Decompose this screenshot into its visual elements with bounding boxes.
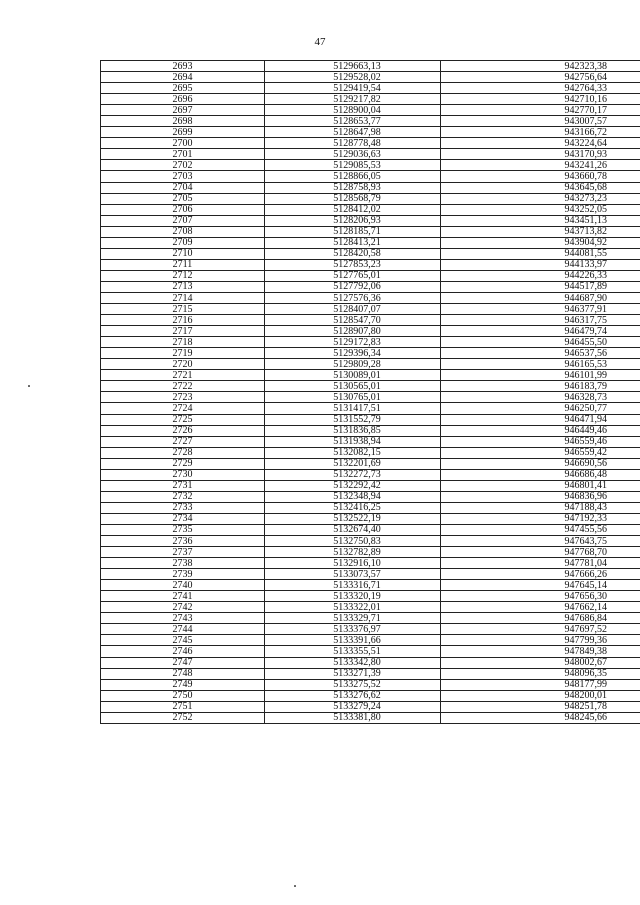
table-row xyxy=(101,116,640,127)
y-coordinate-cell: 943273,23 xyxy=(441,193,640,204)
table-row xyxy=(101,281,640,292)
y-coordinate-cell: 947662,14 xyxy=(441,602,640,613)
point-number-cell: 2748 xyxy=(101,668,265,679)
y-coordinate-cell: 946801,41 xyxy=(441,480,640,491)
table-row xyxy=(101,237,640,248)
point-number-cell: 2738 xyxy=(101,558,265,569)
y-coordinate-cell: 943904,92 xyxy=(441,237,640,248)
point-number-cell: 2737 xyxy=(101,547,265,558)
y-coordinate-cell: 943252,05 xyxy=(441,204,640,215)
x-coordinate-cell: 5129528,02 xyxy=(265,72,441,83)
table-row xyxy=(101,403,640,414)
y-coordinate-cell: 946479,74 xyxy=(441,326,640,337)
x-coordinate-cell: 5133271,39 xyxy=(265,668,441,679)
table-row xyxy=(101,458,640,469)
x-coordinate-cell: 5128866,05 xyxy=(265,171,441,182)
point-number-cell: 2729 xyxy=(101,458,265,469)
table-row xyxy=(101,602,640,613)
point-number-cell: 2721 xyxy=(101,370,265,381)
y-coordinate-cell: 942756,64 xyxy=(441,72,640,83)
y-coordinate-cell: 947768,70 xyxy=(441,547,640,558)
table-row xyxy=(101,513,640,524)
y-coordinate-cell: 946537,56 xyxy=(441,348,640,359)
table-row xyxy=(101,72,640,83)
x-coordinate-cell: 5127765,01 xyxy=(265,270,441,281)
point-number-cell: 2724 xyxy=(101,403,265,414)
table-row xyxy=(101,580,640,591)
x-coordinate-cell: 5127576,36 xyxy=(265,292,441,303)
y-coordinate-cell: 947455,56 xyxy=(441,524,640,535)
y-coordinate-cell: 943713,82 xyxy=(441,226,640,237)
x-coordinate-cell: 5129809,28 xyxy=(265,359,441,370)
table-row xyxy=(101,613,640,624)
y-coordinate-cell: 948177,99 xyxy=(441,679,640,690)
x-coordinate-cell: 5129419,54 xyxy=(265,83,441,94)
x-coordinate-cell: 5133279,24 xyxy=(265,701,441,712)
table-row xyxy=(101,392,640,403)
point-number-cell: 2712 xyxy=(101,270,265,281)
point-number-cell: 2716 xyxy=(101,315,265,326)
point-number-cell: 2711 xyxy=(101,259,265,270)
point-number-cell: 2707 xyxy=(101,215,265,226)
point-number-cell: 2718 xyxy=(101,337,265,348)
x-coordinate-cell: 5128778,48 xyxy=(265,138,441,149)
x-coordinate-cell: 5133342,80 xyxy=(265,657,441,668)
y-coordinate-cell: 946250,77 xyxy=(441,403,640,414)
y-coordinate-cell: 946328,73 xyxy=(441,392,640,403)
y-coordinate-cell: 948200,01 xyxy=(441,690,640,701)
table-row xyxy=(101,436,640,447)
point-number-cell: 2733 xyxy=(101,502,265,513)
table-row xyxy=(101,679,640,690)
y-coordinate-cell: 943241,26 xyxy=(441,160,640,171)
x-coordinate-cell: 5129085,53 xyxy=(265,160,441,171)
table-row xyxy=(101,502,640,513)
y-coordinate-cell: 943007,57 xyxy=(441,116,640,127)
y-coordinate-cell: 942323,38 xyxy=(441,61,640,72)
scan-speck xyxy=(28,385,30,387)
y-coordinate-cell: 948096,35 xyxy=(441,668,640,679)
x-coordinate-cell: 5133316,71 xyxy=(265,580,441,591)
table-row xyxy=(101,160,640,171)
point-number-cell: 2715 xyxy=(101,304,265,315)
point-number-cell: 2740 xyxy=(101,580,265,591)
point-number-cell: 2693 xyxy=(101,61,265,72)
point-number-cell: 2720 xyxy=(101,359,265,370)
point-number-cell: 2723 xyxy=(101,392,265,403)
table-row xyxy=(101,171,640,182)
table-row xyxy=(101,359,640,370)
table-row xyxy=(101,547,640,558)
x-coordinate-cell: 5133329,71 xyxy=(265,613,441,624)
table-row xyxy=(101,304,640,315)
point-number-cell: 2713 xyxy=(101,281,265,292)
table-row xyxy=(101,83,640,94)
table-row xyxy=(101,447,640,458)
point-number-cell: 2709 xyxy=(101,237,265,248)
y-coordinate-cell: 946559,42 xyxy=(441,447,640,458)
x-coordinate-cell: 5129036,63 xyxy=(265,149,441,160)
point-number-cell: 2727 xyxy=(101,436,265,447)
x-coordinate-cell: 5131938,94 xyxy=(265,436,441,447)
y-coordinate-cell: 943166,72 xyxy=(441,127,640,138)
y-coordinate-cell: 944081,55 xyxy=(441,248,640,259)
table-row xyxy=(101,315,640,326)
point-number-cell: 2698 xyxy=(101,116,265,127)
table-row xyxy=(101,701,640,712)
point-number-cell: 2749 xyxy=(101,679,265,690)
table-row xyxy=(101,326,640,337)
point-number-cell: 2744 xyxy=(101,624,265,635)
point-number-cell: 2722 xyxy=(101,381,265,392)
y-coordinate-cell: 946559,46 xyxy=(441,436,640,447)
point-number-cell: 2695 xyxy=(101,83,265,94)
y-coordinate-cell: 947697,52 xyxy=(441,624,640,635)
table-row xyxy=(101,569,640,580)
x-coordinate-cell: 5128758,93 xyxy=(265,182,441,193)
x-coordinate-cell: 5128407,07 xyxy=(265,304,441,315)
table-row xyxy=(101,248,640,259)
x-coordinate-cell: 5130765,01 xyxy=(265,392,441,403)
table-row xyxy=(101,61,640,72)
x-coordinate-cell: 5133276,62 xyxy=(265,690,441,701)
point-number-cell: 2731 xyxy=(101,480,265,491)
point-number-cell: 2750 xyxy=(101,690,265,701)
x-coordinate-cell: 5127853,23 xyxy=(265,259,441,270)
point-number-cell: 2742 xyxy=(101,602,265,613)
point-number-cell: 2730 xyxy=(101,469,265,480)
table-row xyxy=(101,624,640,635)
x-coordinate-cell: 5128568,79 xyxy=(265,193,441,204)
x-coordinate-cell: 5132201,69 xyxy=(265,458,441,469)
x-coordinate-cell: 5133073,57 xyxy=(265,569,441,580)
y-coordinate-cell: 946471,94 xyxy=(441,414,640,425)
table-row xyxy=(101,215,640,226)
point-number-cell: 2725 xyxy=(101,414,265,425)
x-coordinate-cell: 5132272,73 xyxy=(265,469,441,480)
x-coordinate-cell: 5132782,89 xyxy=(265,547,441,558)
x-coordinate-cell: 5128653,77 xyxy=(265,116,441,127)
y-coordinate-cell: 946686,48 xyxy=(441,469,640,480)
x-coordinate-cell: 5128420,58 xyxy=(265,248,441,259)
point-number-cell: 2696 xyxy=(101,94,265,105)
point-number-cell: 2714 xyxy=(101,292,265,303)
table-row xyxy=(101,348,640,359)
table-row xyxy=(101,182,640,193)
point-number-cell: 2694 xyxy=(101,72,265,83)
table-row xyxy=(101,204,640,215)
table-row xyxy=(101,259,640,270)
table-row xyxy=(101,690,640,701)
y-coordinate-cell: 942770,17 xyxy=(441,105,640,116)
point-number-cell: 2708 xyxy=(101,226,265,237)
x-coordinate-cell: 5128647,98 xyxy=(265,127,441,138)
y-coordinate-cell: 946183,79 xyxy=(441,381,640,392)
table-row xyxy=(101,712,640,723)
point-number-cell: 2736 xyxy=(101,536,265,547)
y-coordinate-cell: 947686,84 xyxy=(441,613,640,624)
x-coordinate-cell: 5132348,94 xyxy=(265,491,441,502)
table-row xyxy=(101,292,640,303)
table-row xyxy=(101,635,640,646)
point-number-cell: 2697 xyxy=(101,105,265,116)
y-coordinate-cell: 948002,67 xyxy=(441,657,640,668)
x-coordinate-cell: 5131836,85 xyxy=(265,425,441,436)
table-row xyxy=(101,558,640,569)
x-coordinate-cell: 5132082,15 xyxy=(265,447,441,458)
y-coordinate-cell: 942710,16 xyxy=(441,94,640,105)
y-coordinate-cell: 944133,97 xyxy=(441,259,640,270)
table-row xyxy=(101,536,640,547)
x-coordinate-cell: 5132292,42 xyxy=(265,480,441,491)
table-row xyxy=(101,193,640,204)
point-number-cell: 2739 xyxy=(101,569,265,580)
point-number-cell: 2717 xyxy=(101,326,265,337)
table-row xyxy=(101,491,640,502)
y-coordinate-cell: 946455,50 xyxy=(441,337,640,348)
x-coordinate-cell: 5133275,52 xyxy=(265,679,441,690)
point-number-cell: 2719 xyxy=(101,348,265,359)
y-coordinate-cell: 944226,33 xyxy=(441,270,640,281)
x-coordinate-cell: 5128206,93 xyxy=(265,215,441,226)
point-number-cell: 2726 xyxy=(101,425,265,436)
y-coordinate-cell: 947849,38 xyxy=(441,646,640,657)
point-number-cell: 2743 xyxy=(101,613,265,624)
table-row xyxy=(101,668,640,679)
x-coordinate-cell: 5128900,04 xyxy=(265,105,441,116)
coordinates-table xyxy=(100,60,640,724)
table-row xyxy=(101,480,640,491)
point-number-cell: 2752 xyxy=(101,712,265,723)
point-number-cell: 2701 xyxy=(101,149,265,160)
x-coordinate-cell: 5128185,71 xyxy=(265,226,441,237)
y-coordinate-cell: 943645,68 xyxy=(441,182,640,193)
y-coordinate-cell: 946449,46 xyxy=(441,425,640,436)
y-coordinate-cell: 947799,36 xyxy=(441,635,640,646)
coordinates-table-body xyxy=(101,61,640,724)
y-coordinate-cell: 947656,30 xyxy=(441,591,640,602)
y-coordinate-cell: 946165,53 xyxy=(441,359,640,370)
y-coordinate-cell: 946836,96 xyxy=(441,491,640,502)
table-row xyxy=(101,94,640,105)
point-number-cell: 2700 xyxy=(101,138,265,149)
table-row xyxy=(101,646,640,657)
point-number-cell: 2702 xyxy=(101,160,265,171)
x-coordinate-cell: 5128547,70 xyxy=(265,315,441,326)
point-number-cell: 2732 xyxy=(101,491,265,502)
x-coordinate-cell: 5128413,21 xyxy=(265,237,441,248)
y-coordinate-cell: 946690,56 xyxy=(441,458,640,469)
y-coordinate-cell: 943451,13 xyxy=(441,215,640,226)
table-row xyxy=(101,425,640,436)
point-number-cell: 2741 xyxy=(101,591,265,602)
y-coordinate-cell: 946377,91 xyxy=(441,304,640,315)
point-number-cell: 2735 xyxy=(101,524,265,535)
y-coordinate-cell: 942764,33 xyxy=(441,83,640,94)
table-row xyxy=(101,381,640,392)
point-number-cell: 2728 xyxy=(101,447,265,458)
table-row xyxy=(101,657,640,668)
point-number-cell: 2703 xyxy=(101,171,265,182)
x-coordinate-cell: 5129217,82 xyxy=(265,94,441,105)
point-number-cell: 2751 xyxy=(101,701,265,712)
table-row xyxy=(101,469,640,480)
x-coordinate-cell: 5132522,19 xyxy=(265,513,441,524)
table-row xyxy=(101,524,640,535)
table-row xyxy=(101,149,640,160)
y-coordinate-cell: 944517,89 xyxy=(441,281,640,292)
table-row xyxy=(101,591,640,602)
y-coordinate-cell: 946317,75 xyxy=(441,315,640,326)
x-coordinate-cell: 5132916,10 xyxy=(265,558,441,569)
x-coordinate-cell: 5130089,01 xyxy=(265,370,441,381)
y-coordinate-cell: 947192,33 xyxy=(441,513,640,524)
point-number-cell: 2705 xyxy=(101,193,265,204)
x-coordinate-cell: 5133320,19 xyxy=(265,591,441,602)
x-coordinate-cell: 5133355,51 xyxy=(265,646,441,657)
y-coordinate-cell: 948251,78 xyxy=(441,701,640,712)
table-row xyxy=(101,337,640,348)
table-row xyxy=(101,414,640,425)
x-coordinate-cell: 5133376,97 xyxy=(265,624,441,635)
table-row xyxy=(101,270,640,281)
x-coordinate-cell: 5132674,40 xyxy=(265,524,441,535)
page-number: 47 xyxy=(314,36,326,48)
point-number-cell: 2746 xyxy=(101,646,265,657)
point-number-cell: 2745 xyxy=(101,635,265,646)
x-coordinate-cell: 5133322,01 xyxy=(265,602,441,613)
point-number-cell: 2747 xyxy=(101,657,265,668)
point-number-cell: 2734 xyxy=(101,513,265,524)
x-coordinate-cell: 5132750,83 xyxy=(265,536,441,547)
x-coordinate-cell: 5127792,06 xyxy=(265,281,441,292)
y-coordinate-cell: 947645,14 xyxy=(441,580,640,591)
y-coordinate-cell: 947781,04 xyxy=(441,558,640,569)
y-coordinate-cell: 947666,26 xyxy=(441,569,640,580)
table-row xyxy=(101,370,640,381)
y-coordinate-cell: 943170,93 xyxy=(441,149,640,160)
table-row xyxy=(101,105,640,116)
x-coordinate-cell: 5130565,01 xyxy=(265,381,441,392)
y-coordinate-cell: 946101,99 xyxy=(441,370,640,381)
table-row xyxy=(101,127,640,138)
x-coordinate-cell: 5129396,34 xyxy=(265,348,441,359)
point-number-cell: 2706 xyxy=(101,204,265,215)
table-row xyxy=(101,138,640,149)
table-row xyxy=(101,226,640,237)
point-number-cell: 2704 xyxy=(101,182,265,193)
x-coordinate-cell: 5133381,80 xyxy=(265,712,441,723)
x-coordinate-cell: 5131552,79 xyxy=(265,414,441,425)
y-coordinate-cell: 947188,43 xyxy=(441,502,640,513)
x-coordinate-cell: 5128907,80 xyxy=(265,326,441,337)
x-coordinate-cell: 5133391,66 xyxy=(265,635,441,646)
y-coordinate-cell: 944687,90 xyxy=(441,292,640,303)
x-coordinate-cell: 5128412,02 xyxy=(265,204,441,215)
y-coordinate-cell: 943660,78 xyxy=(441,171,640,182)
x-coordinate-cell: 5132416,25 xyxy=(265,502,441,513)
y-coordinate-cell: 947643,75 xyxy=(441,536,640,547)
x-coordinate-cell: 5129663,13 xyxy=(265,61,441,72)
y-coordinate-cell: 943224,64 xyxy=(441,138,640,149)
y-coordinate-cell: 948245,66 xyxy=(441,712,640,723)
scan-speck xyxy=(294,885,296,887)
point-number-cell: 2699 xyxy=(101,127,265,138)
point-number-cell: 2710 xyxy=(101,248,265,259)
x-coordinate-cell: 5129172,83 xyxy=(265,337,441,348)
x-coordinate-cell: 5131417,51 xyxy=(265,403,441,414)
